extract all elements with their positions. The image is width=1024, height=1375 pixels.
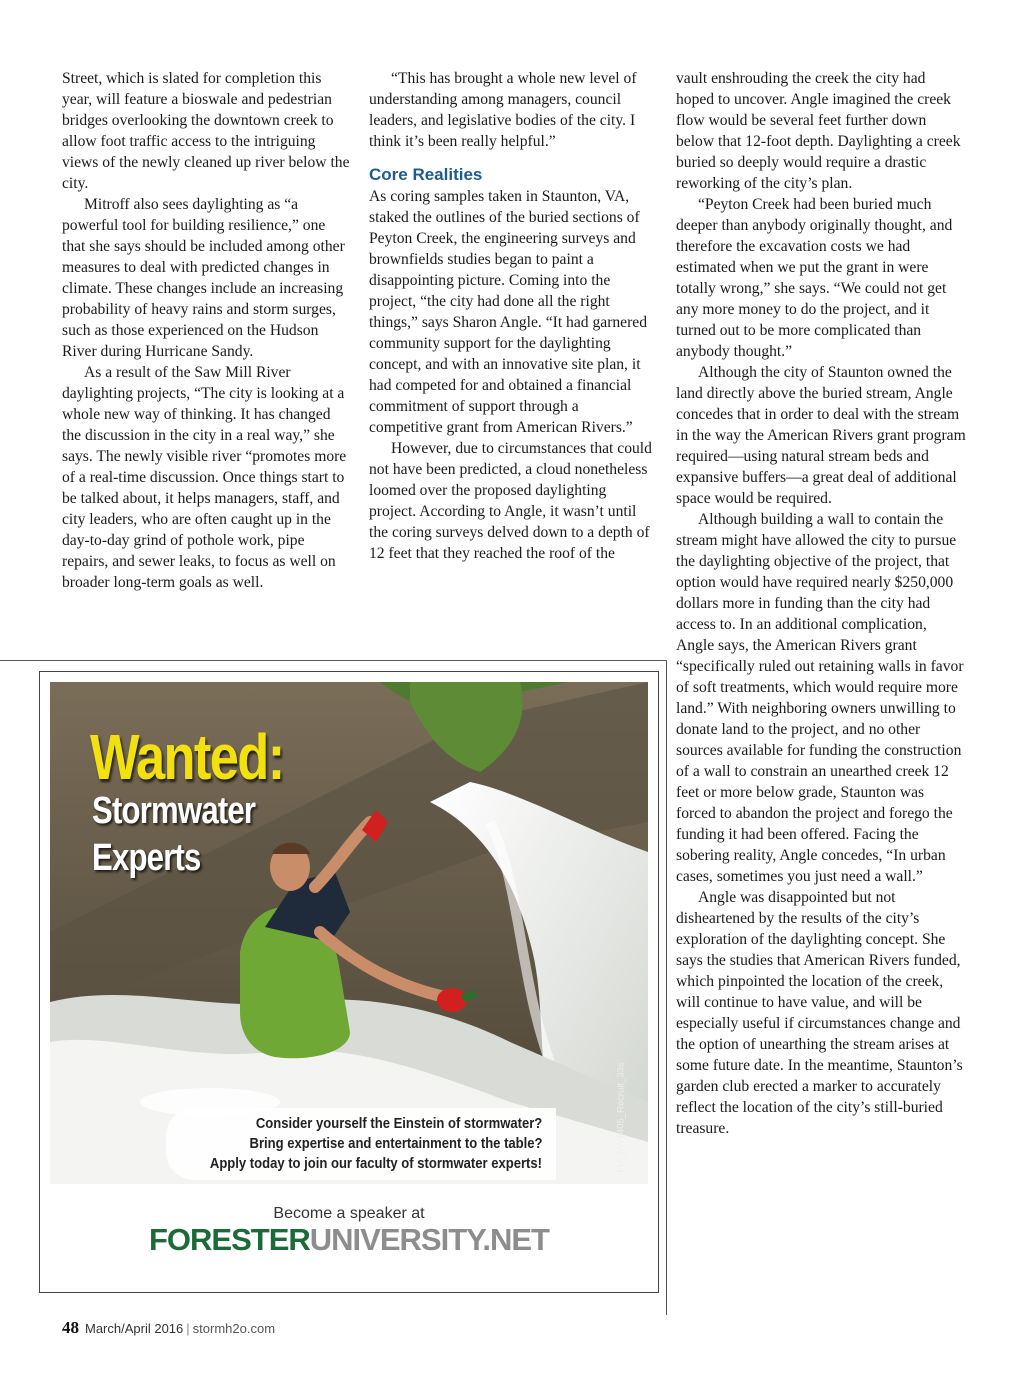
- page-footer: [62, 1318, 275, 1338]
- paragraph: However, due to circumstances that could not have been predicted, a cloud nonetheless loomed over the proposed daylighting project. According to Angle, it wasn’t until the coring surveys delved down to a depth of 12 feet that they reached the roof of the: [369, 440, 652, 562]
- paragraph: As a result of the Saw Mill River daylighting projects, “The city is looking at a whole new way of thinking. It has changed the discussion in the city in a real way,” she says. The newly visible river “promotes more of a real-time discussion. Once things start to be talked about, it helps managers, staff, and city leaders, who are often caught up in the day-to-day grind of pothole work, pipe repairs, and sewer leaks, to focus as well on broader long-term goals as well.: [62, 364, 347, 591]
- paragraph: vault enshrouding the creek the city had hoped to uncover. Angle imagined the creek flow would be several feet further down below that 12-foot depth. Daylighting a creek buried so deeply would require a drastic reworking of the city’s plan.: [676, 70, 961, 192]
- ad-tagline: Become a speaker at: [273, 1205, 425, 1222]
- page-number: 48: [62, 1318, 79, 1337]
- article-column-3: [676, 68, 966, 1139]
- paragraph: “Peyton Creek had been buried much deeper than anybody originally thought, and therefore the excavation costs we had estimated when we put the grant in were totally wrong,” she says. “We could not get any more money to do the project, and it turned out to be more complicated than anybody thought.”: [676, 196, 953, 360]
- article-column-1: [62, 68, 352, 593]
- ad-callout-line: Apply today to join our faculty of stormwater experts!: [209, 1156, 542, 1172]
- ad-subheadline-line-1: Stormwater: [92, 790, 256, 832]
- paragraph: As coring samples taken in Staunton, VA, staked the outlines of the buried sections of Peyton Creek, the engineering surveys and brownfields studies began to paint a disappointing picture. Coming into the project, “the city had done all the right things,” says Sharon Angle. “It had garnered community support for the daylighting concept, and with an innovative site plan, it had competed for and obtained a financial commitment of support through a competitive grant from American Rivers.”: [369, 188, 648, 436]
- advertisement[interactable]: [39, 671, 659, 1293]
- paragraph: Street, which is slated for completion this year, will feature a bioswale and pedestrian bridges overlooking the downtown creek to allow foot traffic access to the intriguing views of the newly cleaned up river below the city.: [62, 70, 350, 192]
- brand-name-part: UNIVERSITY.NET: [309, 1222, 549, 1257]
- article-column-2: [369, 68, 654, 564]
- paragraph: Mitroff also sees daylighting as “a powerful tool for building resilience,” one that she says should be included among other measures to deal with predicted changes in climate. These changes include an increasing probability of heavy rains and storm surges, such as those experienced on the Hudson River during Hurricane Sandy.: [62, 196, 345, 360]
- ad-callout-box: [166, 1108, 556, 1180]
- paragraph: Although the city of Staunton owned the land directly above the buried stream, Angle concedes that in order to deal with the stream in the way the American Rivers grant program required—using natural stream beds and expansive buffers—a great deal of additional space would be required.: [676, 364, 966, 507]
- site-url: stormh2o.com: [192, 1321, 276, 1336]
- brand-name-part: FORESTER: [148, 1222, 310, 1257]
- ad-code-label: FU_SW1405_Recruit_33s: [615, 1062, 627, 1173]
- divider-vertical: [666, 660, 667, 1315]
- issue-date: March/April 2016: [85, 1321, 184, 1336]
- ad-subheadline-line-2: Experts: [92, 837, 201, 879]
- paragraph: “This has brought a whole new level of understanding among managers, council leaders, and legislative bodies of the city. I think it’s been really helpful.”: [369, 70, 637, 150]
- ad-callout-line: Bring expertise and entertainment to the table?: [249, 1136, 542, 1152]
- footer-separator: |: [186, 1321, 190, 1336]
- divider-horizontal: [0, 660, 666, 661]
- paragraph: Although building a wall to contain the stream might have allowed the city to pursue the daylighting objective of the project, that option would have required nearly $250,000 dollars more in funding than the city had access to. In an additional complication, Angle says, the American Rivers grant “specifically ruled out retaining walls in favor of soft treatments, which would require more land.” With neighboring owners unwilling to donate land to the project, and no other sources available for funding the construction of a wall to constrain an unearthed creek 12 feet or more below grade, Staunton was forced to abandon the project and forego the funding it had been offered. Facing the sobering reality, Angle concedes, “In urban cases, sometimes you just need a wall.”: [676, 511, 964, 885]
- ad-photo: [50, 682, 648, 1184]
- paragraph: Angle was disappointed but not disheartened by the results of the city’s exploration of the daylighting concept. She says the studies that American Rivers funded, which pinpointed the location of the creek, will continue to have value, and will be especially useful if circumstances change and the option of unearthing the stream arises at some future date. In the meantime, Staunton’s garden club erected a marker to accurately reflect the location of the city’s still-buried treasure.: [676, 889, 963, 1137]
- ad-callout-line: Consider yourself the Einstein of stormwater?: [255, 1116, 542, 1132]
- ad-headline: Wanted:: [90, 721, 284, 793]
- ad-brand-link[interactable]: [40, 1222, 658, 1258]
- section-subhead: Core Realities: [369, 165, 483, 184]
